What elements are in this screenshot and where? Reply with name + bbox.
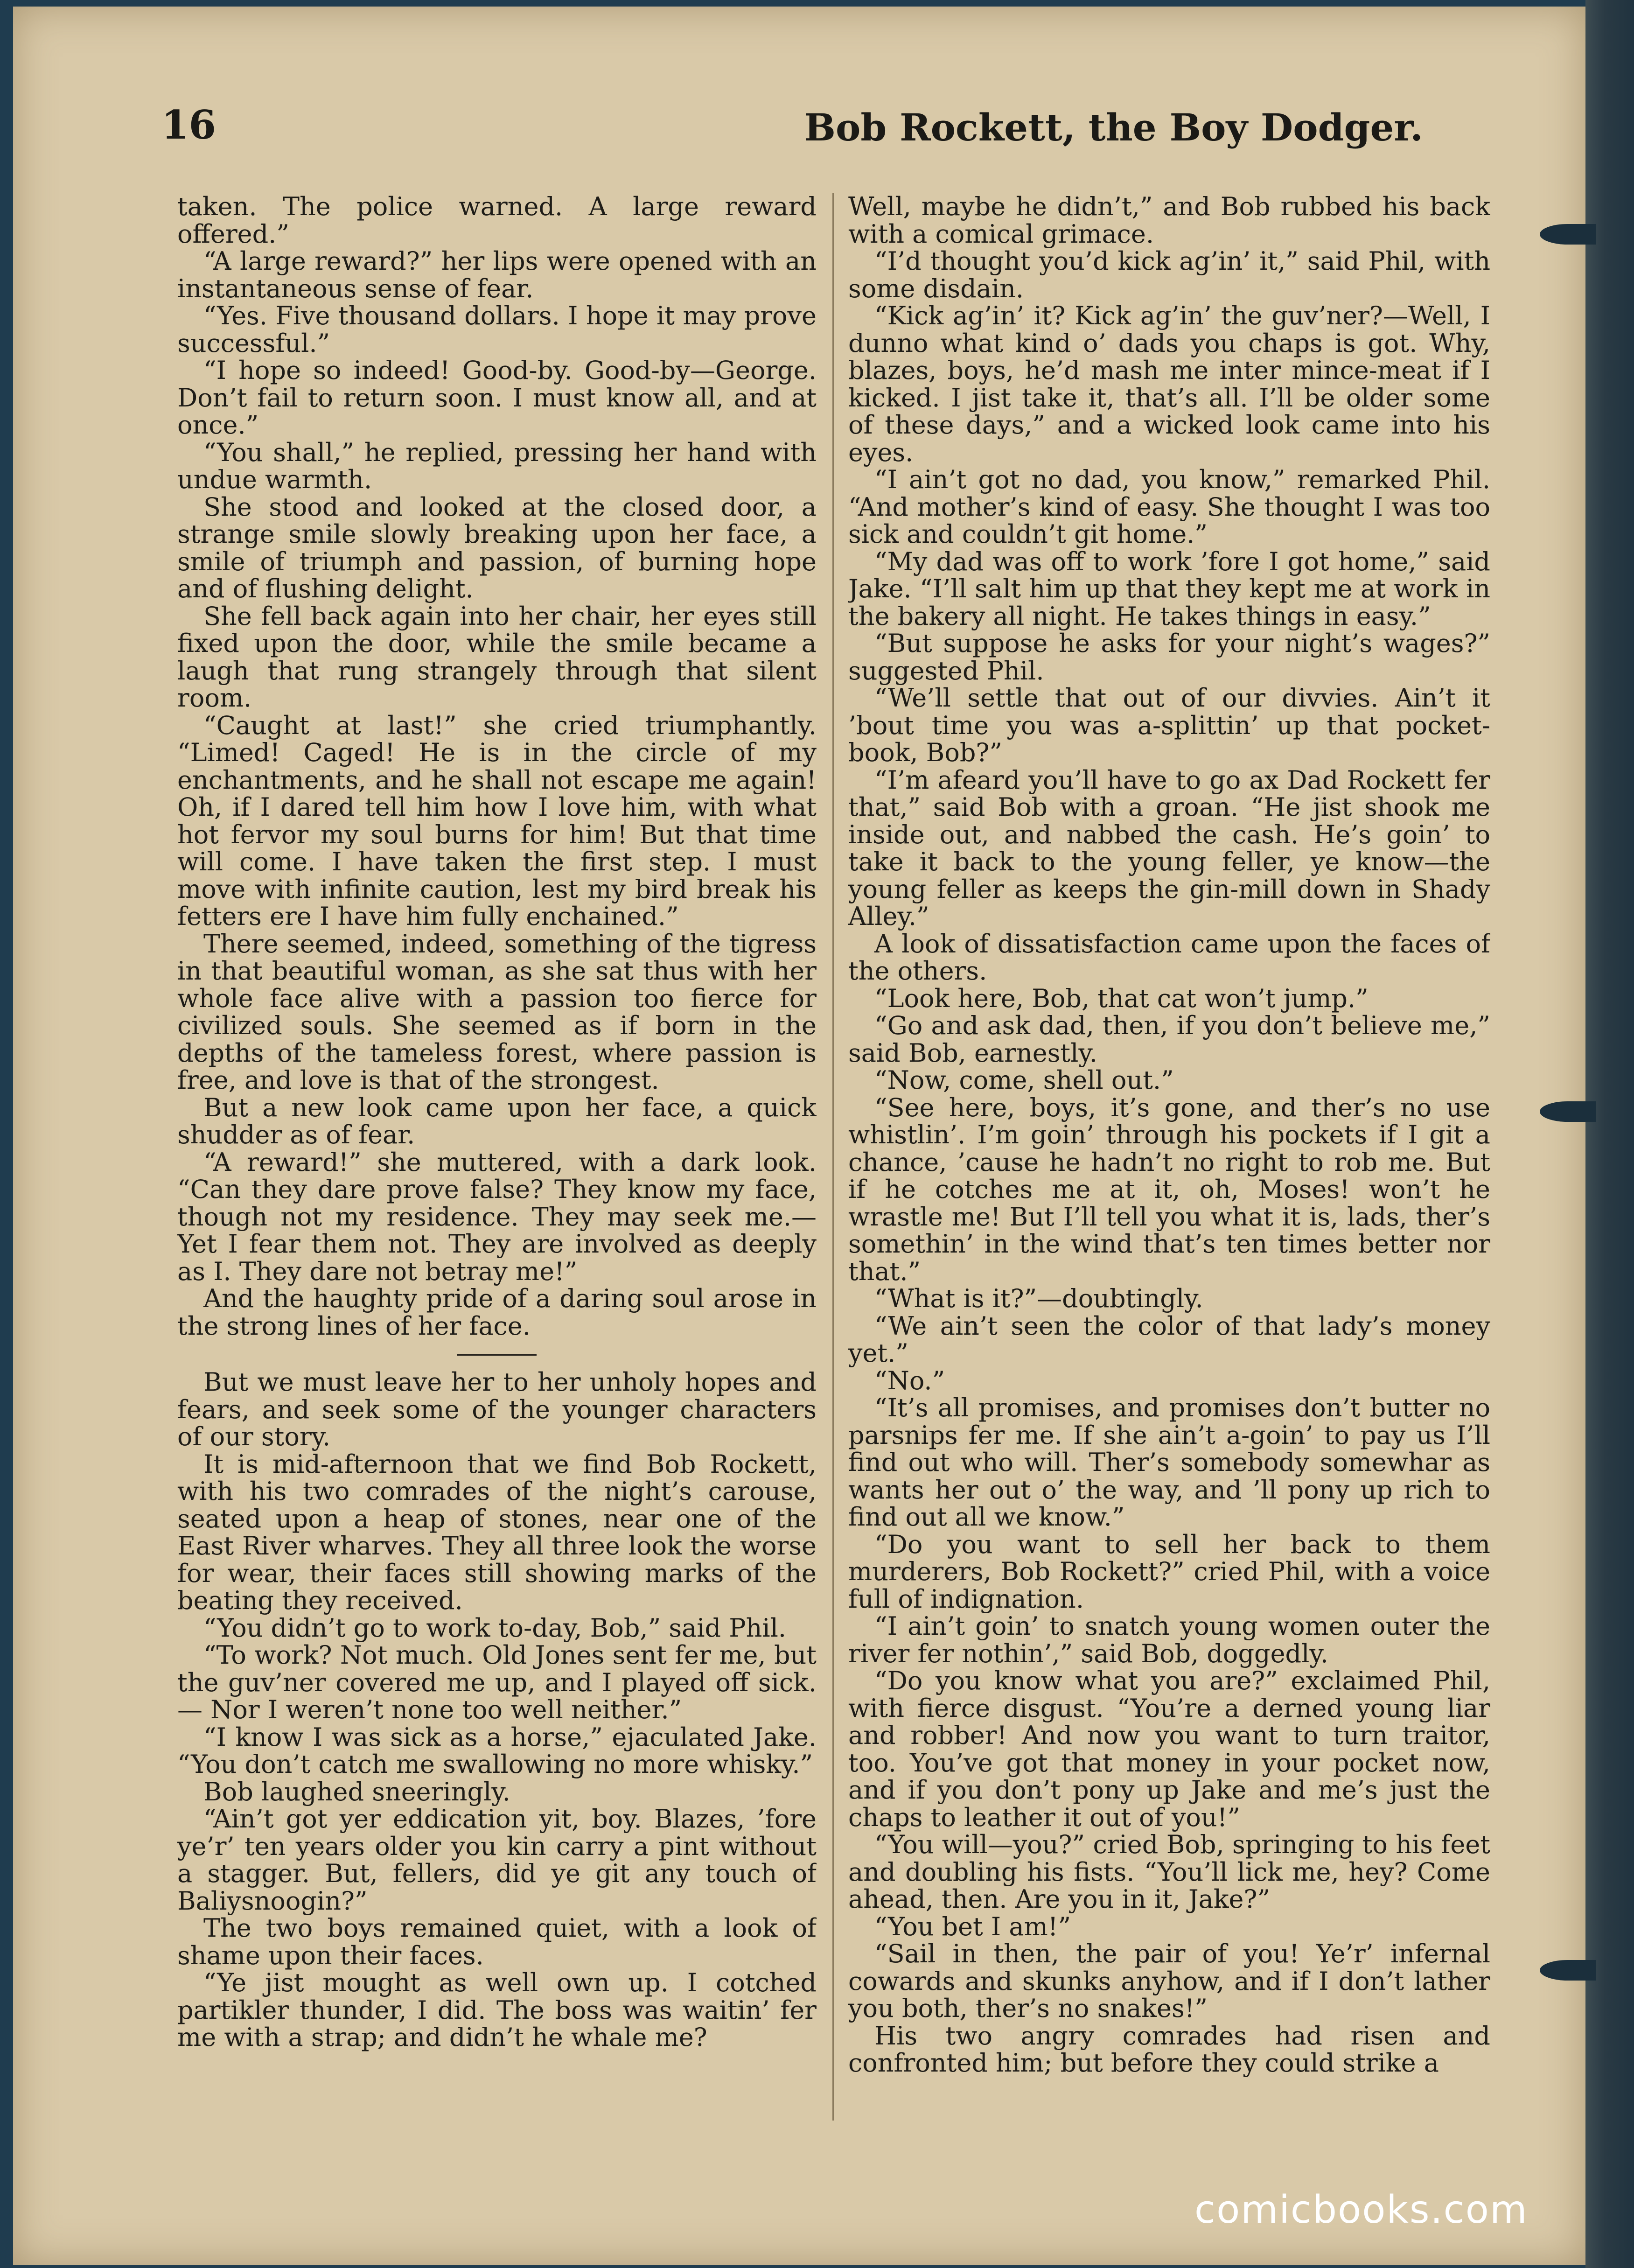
paragraph: “A large reward?” her lips were opened with an instantaneous sense of fear. xyxy=(177,246,817,303)
paragraph: “I know I was sick as a horse,” ejaculated Jake. “You don’t catch me swallowing no more whisky.” xyxy=(177,1722,817,1779)
paragraph: “Look here, Bob, that cat won’t jump.” xyxy=(874,983,1369,1013)
paragraph: “It’s all promises, and promises don’t butter no parsnips fer me. If she ain’t a-goin’ to pay us I’ll find out who will. Ther’s somebody somewhar as wants her out o’ the way, and ’ll pony up rich to find out all we know.” xyxy=(848,1393,1490,1532)
paragraph: “Do you want to sell her back to them murderers, Bob Rockett?” cried Phil, with a voice full of indignation. xyxy=(848,1529,1490,1614)
paragraph: It is mid-afternoon that we find Bob Rockett, with his two comrades of the night’s carouse, seated upon a heap of stones, near one of the East River wharves. They all three look the worse for wear, their faces still showing marks of the beating they received. xyxy=(177,1449,817,1615)
paragraph: “Caught at last!” she cried triumphantly. “Limed! Caged! He is in the circle of my enchantments, and he shall not escape me again! Oh, if I dared tell him how I love him, with what hot fervor my soul burns for him! But that time will come. I have taken the first step. I must move with infinite caution, lest my bird break his fetters ere I have him fully enchained.” xyxy=(177,710,817,931)
binding-staple-hole xyxy=(1540,224,1596,245)
paragraph: “To work? Not much. Old Jones sent fer me, but the guv’ner covered me up, and I played off sick.— Nor I weren’t none too well neither.” xyxy=(177,1640,817,1724)
paragraph: She fell back again into her chair, her eyes still fixed upon the door, while the smile became a laugh that rung strangely through that silent room. xyxy=(177,601,817,713)
paragraph: “I’m afeard you’ll have to go ax Dad Rockett fer that,” said Bob with a groan. “He jist shook me inside out, and nabbed the cash. He’s goin’ to take it back to the young feller, ye know—the young feller as keeps the gin-mill down in Shady Alley.” xyxy=(848,765,1490,931)
paragraph: But we must leave her to her unholy hopes and fears, and seek some of the younger characters of our story. xyxy=(177,1367,817,1451)
binding-staple-hole xyxy=(1540,1960,1596,1981)
paragraph: “Ye jist mought as well own up. I cotched partikler thunder, I did. The boss was waitin’ fer me with a strap; and didn’t he whale me? xyxy=(177,1968,817,2052)
paragraph: “Kick ag’in’ it? Kick ag’in’ the guv’ner?—Well, I dunno what kind o’ dads you chaps is got. Why, blazes, boys, he’d mash me inter mince-meat if I kicked. I jist take it, that’s all. I’ll be older some of these days,” and a wicked look came into his eyes. xyxy=(848,301,1490,467)
paragraph: “I’d thought you’d kick ag’in’ it,” said Phil, with some disdain. xyxy=(848,246,1490,303)
paragraph: “You didn’t go to work to-day, Bob,” said Phil. xyxy=(203,1613,787,1643)
paragraph: “You shall,” he replied, pressing her hand with undue warmth. xyxy=(177,437,817,494)
paragraph: “Now, come, shell out.” xyxy=(874,1065,1174,1095)
binding-edge xyxy=(1585,0,1634,2268)
paragraph: “What is it?”—doubtingly. xyxy=(874,1284,1203,1313)
paragraph: “Sail in then, the pair of you! Ye’r’ infernal cowards and skunks anyhow, and if I don’t lather you both, ther’s no snakes!” xyxy=(848,1939,1490,2023)
paragraph: She stood and looked at the closed door, a strange smile slowly breaking upon her face, a smile of triumph and passion, of burning hope and of flushing delight. xyxy=(177,492,817,603)
paragraph: taken. The police warned. A large reward offered.” xyxy=(177,193,817,249)
paragraph: Bob laughed sneeringly. xyxy=(203,1777,510,1806)
paragraph: “We’ll settle that out of our divvies. Ain’t it ’bout time you was a-splittin’ up that pocket-book, Bob?” xyxy=(848,683,1490,767)
running-title: Bob Rockett, the Boy Dodger. xyxy=(804,105,1423,149)
paragraph: “Go and ask dad, then, if you don’t believe me,” said Bob, earnestly. xyxy=(848,1011,1490,1068)
paragraph: A look of dissatisfaction came upon the faces of the others. xyxy=(848,929,1490,986)
paragraph: And the haughty pride of a daring soul arose in the strong lines of her face. xyxy=(177,1284,817,1341)
paragraph: But a new look came upon her face, a quick shudder as of fear. xyxy=(177,1092,817,1149)
paragraph: “I ain’t got no dad, you know,” remarked Phil. “And mother’s kind of easy. She thought I was too sick and couldn’t git home.” xyxy=(848,465,1490,549)
paragraph: “We ain’t seen the color of that lady’s money yet.” xyxy=(848,1311,1490,1368)
site-watermark: comicbooks.com xyxy=(1194,2188,1528,2232)
paragraph: “You bet I am!” xyxy=(874,1911,1071,1941)
page-number: 16 xyxy=(161,102,216,148)
paragraph: “My dad was off to work ’fore I got home,” said Jake. “I’ll salt him up that they kept me at work in the bakery all night. He takes things in easy.” xyxy=(848,546,1490,631)
paragraph: “No.” xyxy=(874,1365,945,1395)
paragraph: “See here, boys, it’s gone, and ther’s no use whistlin’. I’m goin’ through his pockets if I git a chance, ’cause he hadn’t no right to rob me. But if he cotches me at it, oh, Moses! won’t he wrastle me! But I’ll tell you what it is, lads, ther’s somethin’ in the wind that’s ten times better nor that.” xyxy=(848,1092,1490,1286)
paragraph: His two angry comrades had risen and confronted him; but before they could strike a xyxy=(848,2021,1490,2078)
binding-staple-hole xyxy=(1540,1101,1596,1122)
paragraph: “Ain’t got yer eddication yit, boy. Blazes, ’fore ye’r’ ten years older you kin carry a pint without a stagger. But, fellers, did ye git any touch of Baliysnoogin?” xyxy=(177,1804,817,1916)
left-column xyxy=(177,193,817,2167)
paragraph: “Yes. Five thousand dollars. I hope it may prove successful.” xyxy=(177,301,817,358)
paragraph: Well, maybe he didn’t,” and Bob rubbed his back with a comical grimace. xyxy=(848,193,1490,249)
paragraph: “I ain’t goin’ to snatch young women outer the river fer nothin’,” said Bob, doggedly. xyxy=(848,1611,1490,1668)
paragraph: “A reward!” she muttered, with a dark look. “Can they dare prove false? They know my face, though not my residence. They may seek me.—Yet I fear them not. They are involved as deeply as I. They dare not betray me!” xyxy=(177,1147,817,1286)
paragraph: There seemed, indeed, something of the tigress in that beautiful woman, as she sat thus with her whole face alive with a passion too fierce for civilized souls. She seemed as if born in the depths of the tameless forest, where passion is free, and love is that of the strongest. xyxy=(177,929,817,1095)
section-break-rule xyxy=(457,1354,537,1356)
paragraph: “Do you know what you are?” exclaimed Phil, with fierce disgust. “You’re a derned young liar and robber! And now you want to turn traitor, too. You’ve got that money in your pocket now, and if you don’t pony up Jake and me’s just the chaps to leather it out of you!” xyxy=(848,1666,1490,1832)
paragraph: “But suppose he asks for your night’s wages?” suggested Phil. xyxy=(848,629,1490,686)
right-column xyxy=(848,193,1490,2167)
paragraph: “I hope so indeed! Good-by. Good-by—George. Don’t fail to return soon. I must know all, and at once.” xyxy=(177,356,817,440)
column-divider xyxy=(832,193,834,2121)
paragraph: The two boys remained quiet, with a look of shame upon their faces. xyxy=(177,1913,817,1970)
paragraph: “You will—you?” cried Bob, springing to his feet and doubling his fists. “You’ll lick me, hey? Come ahead, then. Are you in it, Jake?” xyxy=(848,1830,1490,1914)
